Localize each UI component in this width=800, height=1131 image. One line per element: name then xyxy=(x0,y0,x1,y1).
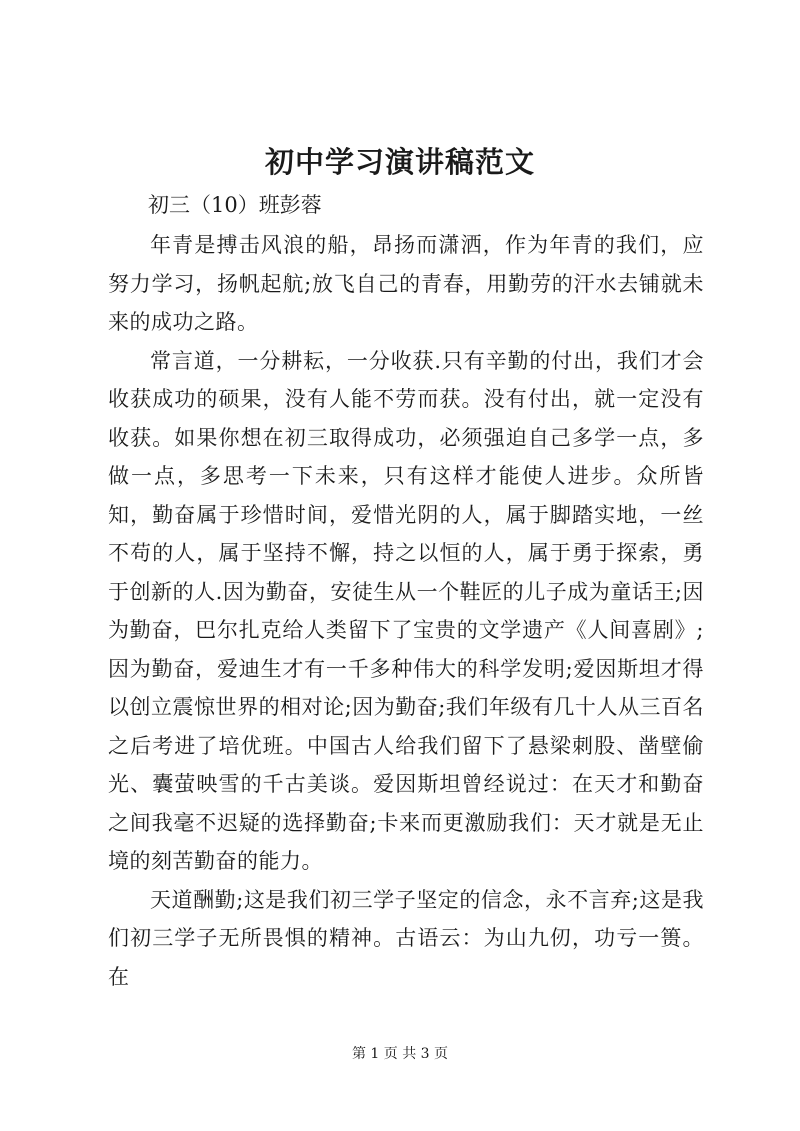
paragraph: 天道酬勤;这是我们初三学子坚定的信念，永不言弃;这是我们初三学子无所畏惧的精神。古语云：为山九仞，功亏一篑。在 xyxy=(108,887,704,989)
page-footer: 第 1 页 共 3 页 xyxy=(351,1046,449,1062)
document-title: 初中学习演讲稿范文 xyxy=(264,145,535,179)
author-line: 初三（10）班彭蓉 xyxy=(148,193,322,217)
paragraph: 常言道，一分耕耘，一分收获.只有辛勤的付出，我们才会收获成功的硕果，没有人能不劳而获。没有付出，就一定没有收获。如果你想在初三取得成功，必须强迫自己多学一点，多做一点，多思考一下未来，只有这样才能使人进步。众所皆知，勤奋属于珍惜时间，爱惜光阴的人，属于脚踏实地，一丝不苟的人，属于坚持不懈，持之以恒的人，属于勇于探索，勇于创新的人.因为勤奋，安徒生从一个鞋匠的儿子成为童话王;因为勤奋，巴尔扎克给人类留下了宝贵的文学遗产《人间喜剧》;因为勤奋，爱迪生才有一千多种伟大的科学发明;爱因斯坦才得以创立震惊世界的相对论;因为勤奋;我们年级有几十人从三百名之后考进了培优班。中国古人给我们留下了悬梁刺股、凿壁偷光、囊萤映雪的千古美谈。爱因斯坦曾经说过：在天才和勤奋之间我毫不迟疑的选择勤奋;卡来而更激励我们：天才就是无止境的刻苦勤奋的能力。 xyxy=(108,348,704,873)
document-body xyxy=(108,226,704,996)
paragraph: 年青是搏击风浪的船，昂扬而潇洒，作为年青的我们，应努力学习，扬帆起航;放飞自己的青春，用勤劳的汗水去铺就未来的成功之路。 xyxy=(108,233,704,334)
